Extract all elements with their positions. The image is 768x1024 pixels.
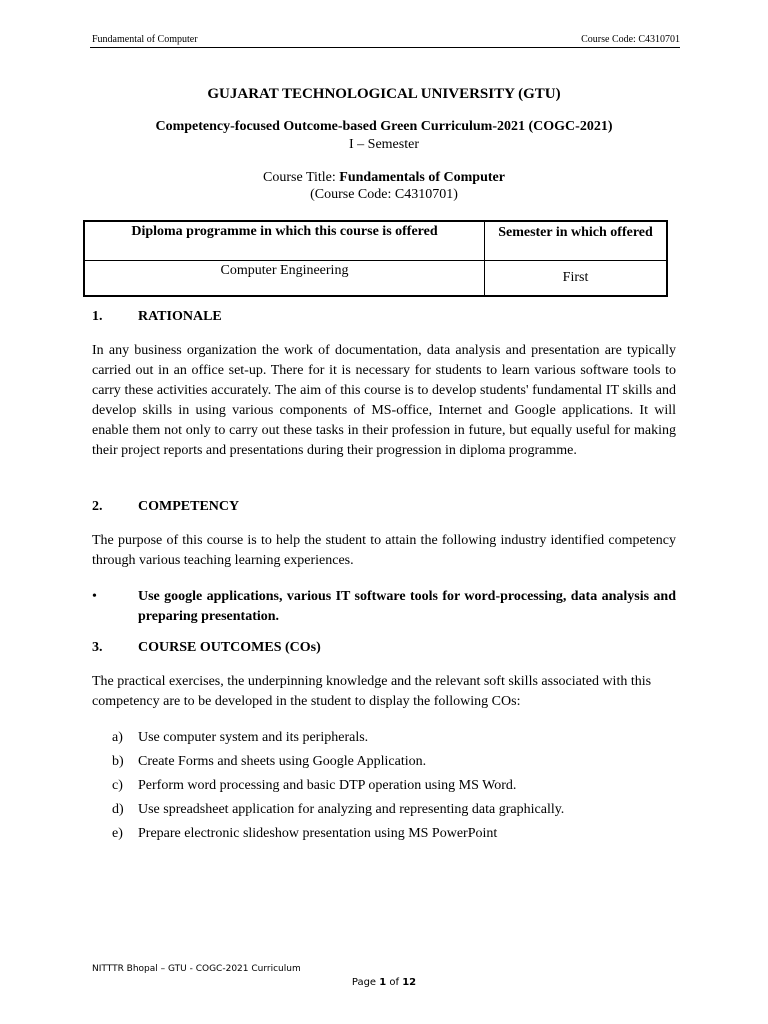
header-divider (90, 47, 680, 48)
list-item-text: Perform word processing and basic DTP operation using MS Word. (138, 778, 517, 793)
list-item-text: Create Forms and sheets using Google Application. (138, 754, 427, 769)
list-item (112, 728, 672, 752)
list-item-label: d) (112, 802, 124, 817)
page-number (0, 977, 768, 988)
section-number: 2. (92, 499, 103, 514)
list-item-text: Prepare electronic slideshow presentation using MS PowerPoint (138, 826, 498, 841)
header-right: Course Code: C4310701 (581, 34, 680, 45)
page-prefix: Page (351, 977, 380, 988)
table-header-programme: Diploma programme in which this course is offered (84, 221, 485, 261)
competency-bullet (92, 587, 676, 627)
course-title-line (0, 170, 768, 186)
bullet-dot: • (92, 589, 97, 604)
list-item-label: e) (112, 826, 123, 841)
table-cell-semester: First (485, 261, 668, 297)
list-item-text: Use spreadsheet application for analyzing and representing data graphically. (138, 802, 565, 817)
list-item (112, 776, 672, 800)
course-code-line: (Course Code: C4310701) (310, 187, 458, 202)
list-item-label: b) (112, 754, 124, 769)
outcomes-intro: The practical exercises, the underpinning knowledge and the relevant soft skills associated with this competency are to be developed in the student to display the following COs: (92, 674, 652, 709)
table-row (84, 261, 667, 297)
outcomes-list (112, 728, 672, 848)
list-item (112, 824, 672, 848)
section-number: 1. (92, 309, 103, 324)
list-item-label: a) (112, 730, 123, 745)
list-item (112, 800, 672, 824)
section-number: 3. (92, 640, 103, 655)
page-current: 1 (379, 977, 387, 988)
programme-table (83, 220, 668, 297)
rationale-paragraph: In any business organization the work of documentation, data analysis and presentation are typically carried out in an office set-up. There for it is necessary for students to learn various software tools to carry these activities accurately. The aim of this course is to develop students' fundamental IT skills and develop skills in using various components of MS-office, Internet and Google applications. It will enable them not only to carry out these tasks in their profession in future, but equally useful for making their project reports and presentations during their progression in diploma programme. (92, 343, 676, 458)
list-item-text: Use computer system and its peripherals. (138, 730, 369, 745)
semester-line: I – Semester (349, 137, 419, 152)
header-left: Fundamental of Computer (92, 34, 198, 45)
table-cell-programme: Computer Engineering (84, 261, 485, 297)
competency-paragraph: The purpose of this course is to help the student to attain the following industry identified competency through various teaching learning experiences. (92, 533, 676, 568)
table-header-row (84, 221, 667, 261)
section-title: COURSE OUTCOMES (COs) (138, 640, 321, 655)
university-title: GUJARAT TECHNOLOGICAL UNIVERSITY (GTU) (207, 86, 561, 102)
bullet-text: Use google applications, various IT software tools for word-processing, data analysis and preparing presentation. (138, 589, 676, 624)
table-header-semester: Semester in which offered (485, 221, 668, 261)
page-total: 12 (402, 977, 417, 988)
list-item-label: c) (112, 778, 123, 793)
list-item (112, 752, 672, 776)
page-sep: of (386, 977, 403, 988)
footer-left: NITTTR Bhopal – GTU - COGC-2021 Curriculum (92, 964, 301, 974)
section-title: RATIONALE (138, 309, 222, 324)
section-title: COMPETENCY (138, 499, 240, 514)
course-title-prefix: Course Title: (263, 170, 340, 185)
course-title: Fundamentals of Computer (339, 170, 505, 185)
curriculum-subtitle: Competency-focused Outcome-based Green Curriculum-2021 (COGC-2021) (155, 119, 613, 134)
